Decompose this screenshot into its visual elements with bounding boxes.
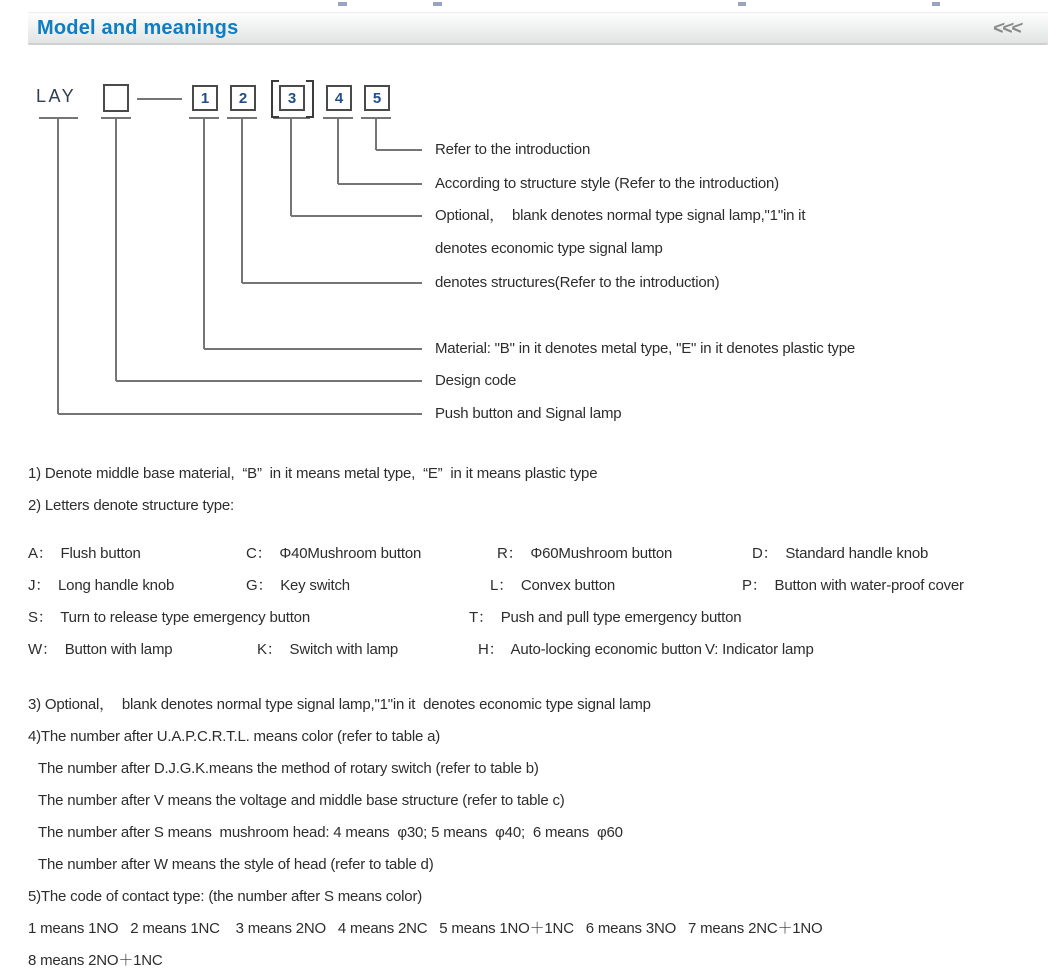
- note-4b: The number after V means the voltage and middle base structure (refer to table c): [38, 792, 565, 809]
- label-pos3-line2: denotes economic type signal lamp: [435, 240, 663, 257]
- structure-type-w: W： Button with lamp: [28, 641, 173, 658]
- model-box-4: 4: [326, 85, 352, 111]
- design-code-box: [103, 84, 129, 112]
- model-box-1: 1: [192, 85, 218, 111]
- note-5b: 8 means 2NO＋1NC: [28, 952, 163, 969]
- note-4a: The number after D.J.G.K.means the method of rotary switch (refer to table b): [38, 760, 539, 777]
- structure-type-k: K： Switch with lamp: [257, 641, 399, 658]
- note-3: 3) Optional， blank denotes normal type signal lamp,"1"in it denotes economic type signal lamp: [28, 696, 651, 713]
- structure-type-g: G： Key switch: [246, 577, 350, 594]
- right-bracket: [306, 80, 314, 118]
- collapse-chevrons-icon[interactable]: <<<: [990, 18, 1023, 39]
- label-pos2: denotes structures(Refer to the introduction): [435, 274, 720, 291]
- note-5: 5)The code of contact type: (the number after S means color): [28, 888, 423, 905]
- model-box-3: 3: [279, 85, 305, 111]
- clipped-text-remnant: [338, 2, 347, 6]
- structure-type-p: P： Button with water-proof cover: [742, 577, 964, 594]
- note-4d: The number after W means the style of head (refer to table d): [38, 856, 434, 873]
- note-4: 4)The number after U.A.P.C.R.T.L. means color (refer to table a): [28, 728, 441, 745]
- section-header-bar: [28, 12, 1048, 45]
- structure-type-h: H： Auto-locking economic button: [478, 641, 702, 658]
- model-box-2: 2: [230, 85, 256, 111]
- structure-type-s: S： Turn to release type emergency button: [28, 609, 310, 626]
- label-pos5: Refer to the introduction: [435, 141, 591, 158]
- structure-type-d: D： Standard handle knob: [752, 545, 929, 562]
- label-pos4: According to structure style (Refer to the introduction): [435, 175, 779, 192]
- note-5a: 1 means 1NO 2 means 1NC 3 means 2NO 4 means 2NC 5 means 1NO＋1NC 6 means 3NO 7 means 2NC＋1NO: [28, 920, 823, 937]
- model-box-5: 5: [364, 85, 390, 111]
- clipped-text-remnant: [932, 2, 940, 6]
- label-design-code: Design code: [435, 372, 517, 389]
- clipped-text-remnant: [738, 2, 746, 6]
- section-title: Model and meanings: [37, 17, 239, 39]
- label-pos3-line1: Optional， blank denotes normal type signal lamp,"1"in it: [435, 207, 806, 224]
- structure-type-c: C： Φ40Mushroom button: [246, 545, 422, 562]
- structure-type-a: A： Flush button: [28, 545, 141, 562]
- structure-type-j: J： Long handle knob: [28, 577, 175, 594]
- note-2: 2) Letters denote structure type:: [28, 497, 235, 514]
- label-pos1: Material: "B" in it denotes metal type, "E" in it denotes plastic type: [435, 340, 856, 357]
- clipped-text-remnant: [433, 2, 442, 6]
- model-prefix: LAY: [36, 86, 77, 106]
- label-product: Push button and Signal lamp: [435, 405, 622, 422]
- structure-type-t: T： Push and pull type emergency button: [469, 609, 742, 626]
- structure-type-v: V: Indicator lamp: [705, 641, 814, 658]
- structure-type-r: R： Φ60Mushroom button: [497, 545, 673, 562]
- structure-type-l: L： Convex button: [490, 577, 616, 594]
- note-4c: The number after S means mushroom head: 4 means φ30; 5 means φ40; 6 means φ60: [38, 824, 623, 841]
- left-bracket: [271, 80, 279, 118]
- note-1: 1) Denote middle base material, “B” in it means metal type, “E” in it means plastic type: [28, 465, 598, 482]
